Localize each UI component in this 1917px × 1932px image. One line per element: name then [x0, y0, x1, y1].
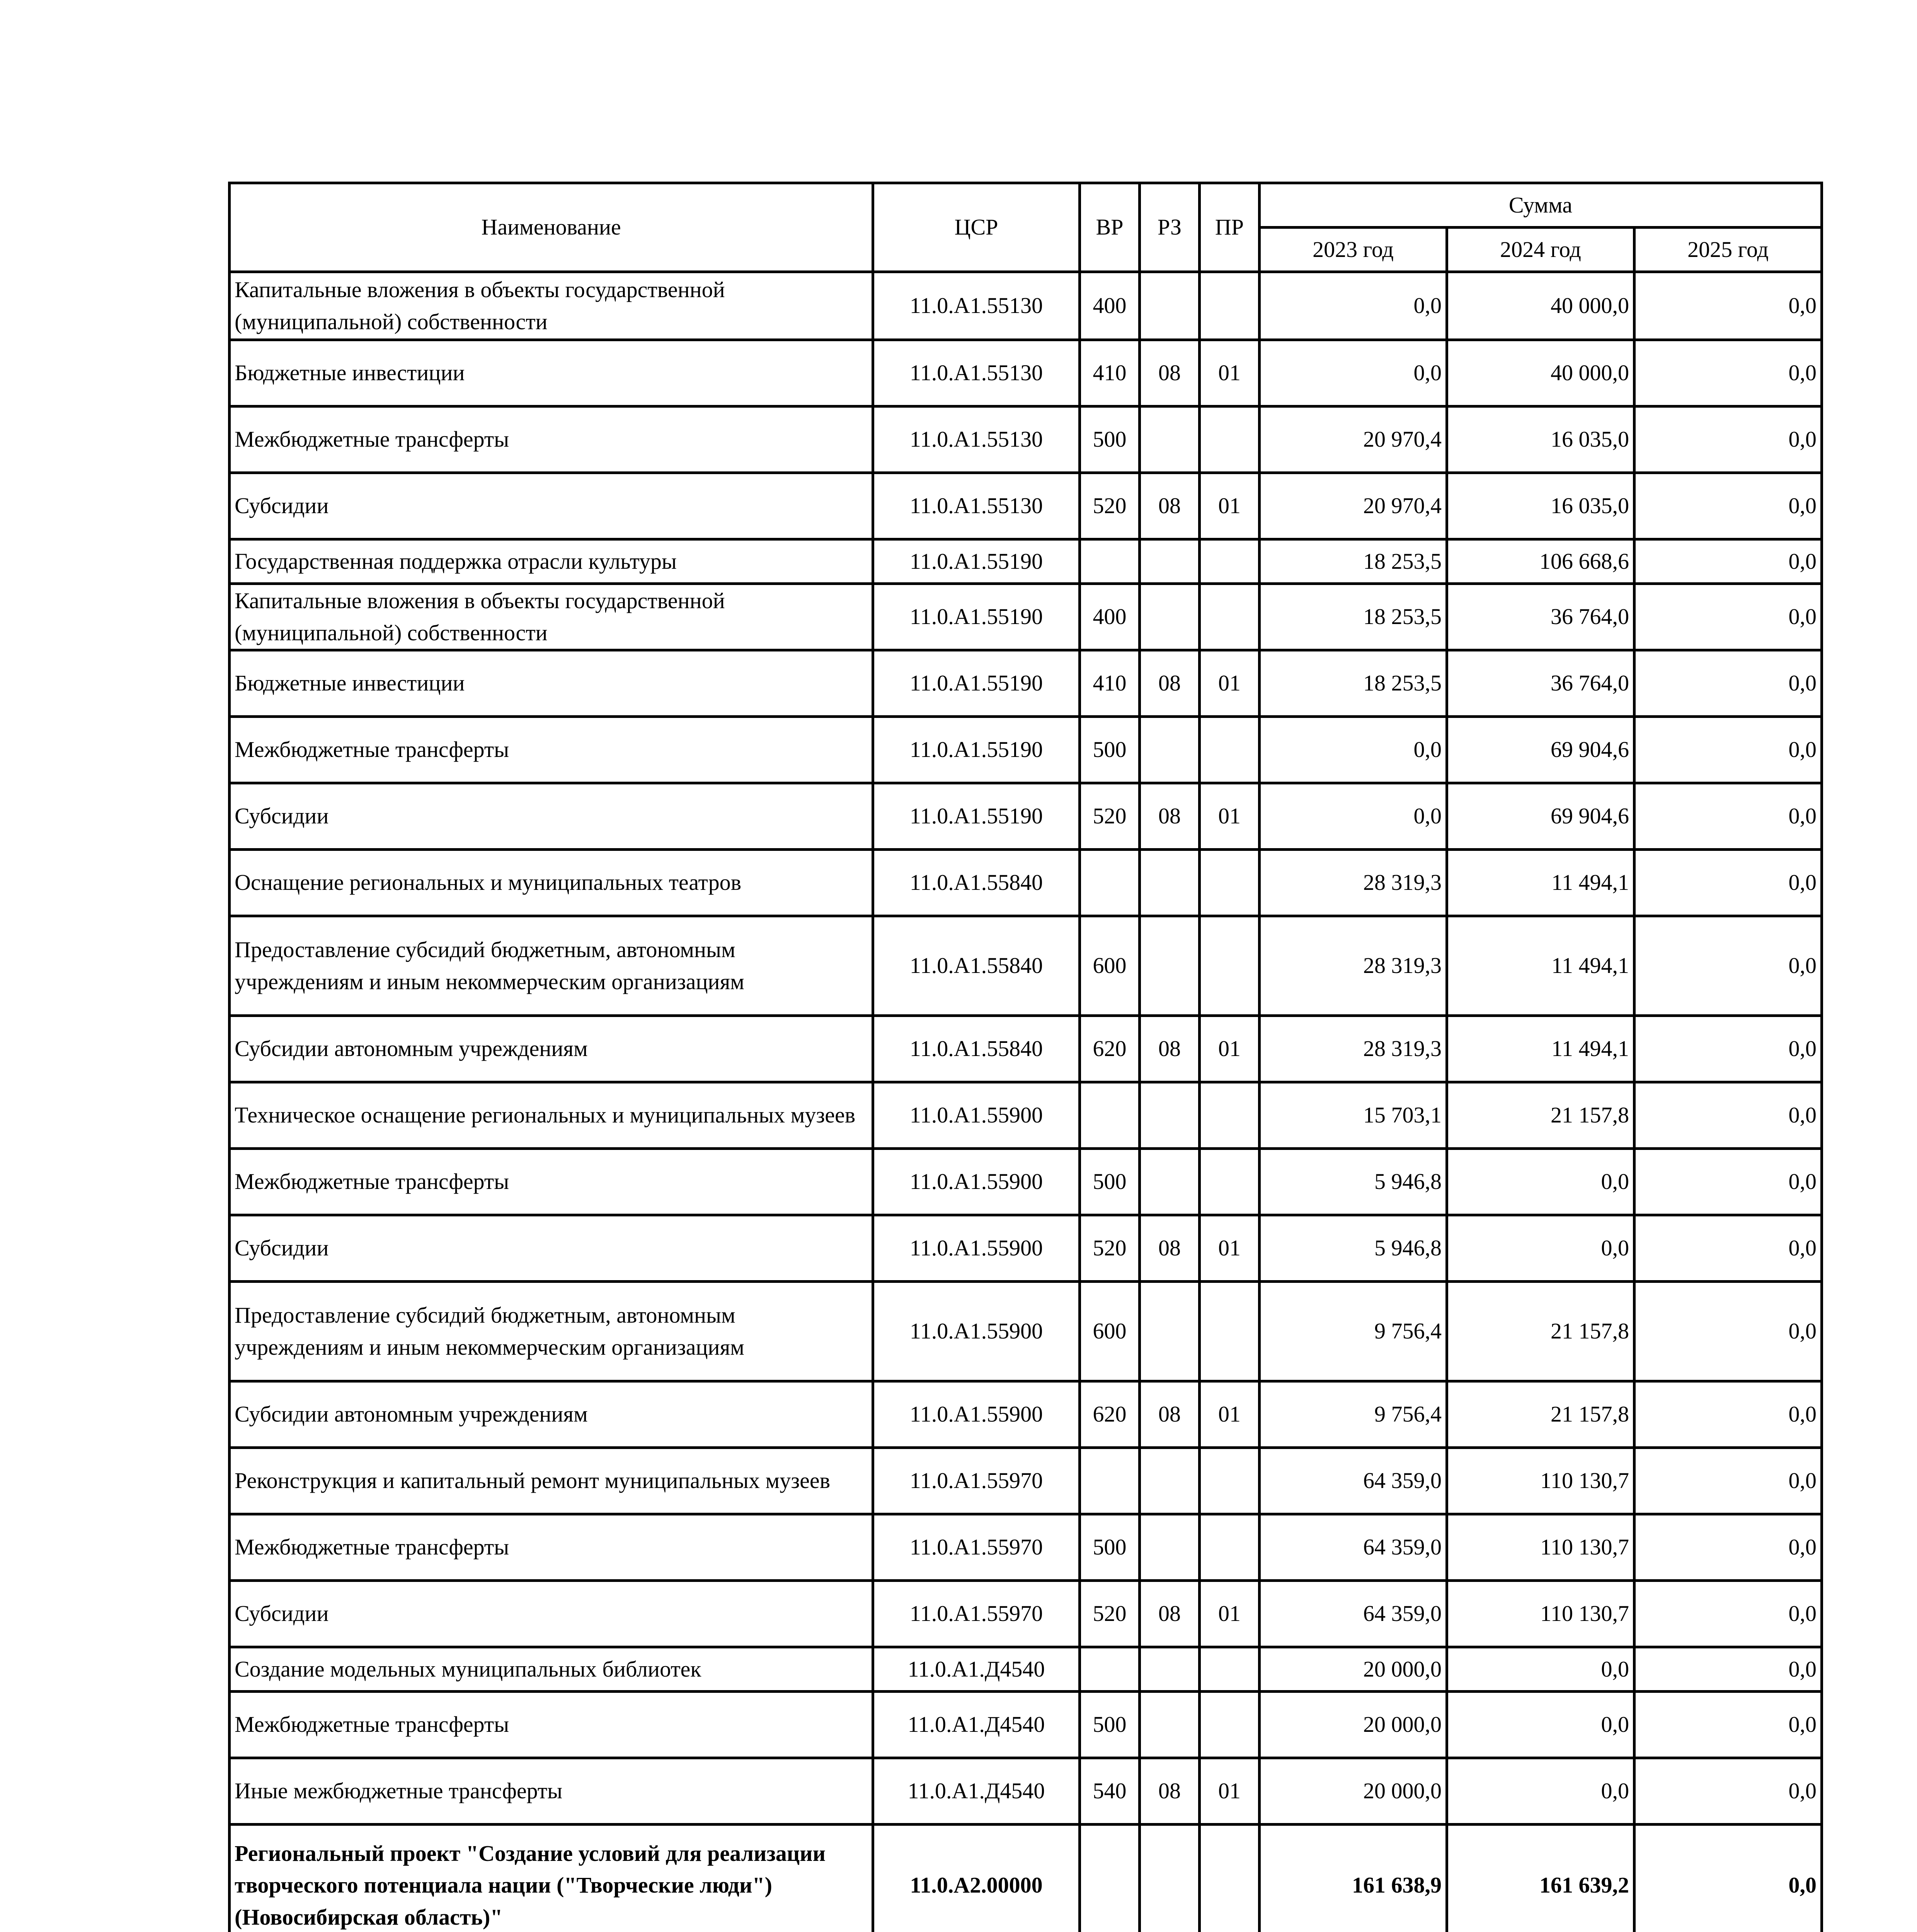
cell-2025: 0,0	[1634, 340, 1822, 406]
cell-2024: 21 157,8	[1447, 1082, 1634, 1149]
header-year-2023: 2023 год	[1260, 228, 1447, 272]
cell-2025: 0,0	[1634, 1149, 1822, 1215]
cell-2023: 5 946,8	[1260, 1215, 1447, 1282]
cell-2023: 15 703,1	[1260, 1082, 1447, 1149]
cell-2025: 0,0	[1634, 584, 1822, 650]
cell-2024: 21 157,8	[1447, 1381, 1634, 1448]
cell-vr	[1080, 1825, 1140, 1932]
cell-pr: 01	[1200, 783, 1260, 850]
cell-2023: 64 359,0	[1260, 1514, 1447, 1581]
cell-2023: 9 756,4	[1260, 1282, 1447, 1381]
table-row	[230, 272, 1822, 340]
cell-2025: 0,0	[1634, 272, 1822, 340]
cell-vr: 600	[1080, 1282, 1140, 1381]
cell-csr: 11.0.А1.55190	[873, 717, 1080, 783]
cell-2023: 64 359,0	[1260, 1581, 1447, 1647]
cell-name: Оснащение региональных и муниципальных театров	[230, 850, 873, 916]
table-row	[230, 717, 1822, 783]
cell-name: Межбюджетные трансферты	[230, 1149, 873, 1215]
cell-csr: 11.0.А1.55130	[873, 272, 1080, 340]
cell-2024: 161 639,2	[1447, 1825, 1634, 1932]
cell-2023: 20 000,0	[1260, 1692, 1447, 1758]
cell-name: Региональный проект "Создание условий для реализации творческого потенциала нации ("Творческие люди") (Новосибирская область)"	[230, 1825, 873, 1932]
cell-csr: 11.0.А1.55970	[873, 1514, 1080, 1581]
cell-rz	[1140, 1514, 1200, 1581]
cell-rz	[1140, 1082, 1200, 1149]
cell-2025: 0,0	[1634, 1016, 1822, 1082]
cell-pr	[1200, 850, 1260, 916]
cell-name: Капитальные вложения в объекты государственной (муниципальной) собственности	[230, 272, 873, 340]
cell-rz: 08	[1140, 1758, 1200, 1825]
cell-rz	[1140, 1692, 1200, 1758]
cell-name: Субсидии автономным учреждениям	[230, 1381, 873, 1448]
cell-2023: 18 253,5	[1260, 650, 1447, 717]
cell-2023: 20 970,4	[1260, 473, 1447, 539]
cell-2024: 110 130,7	[1447, 1514, 1634, 1581]
cell-vr	[1080, 1448, 1140, 1514]
cell-2023: 28 319,3	[1260, 916, 1447, 1016]
table-row	[230, 473, 1822, 539]
cell-csr: 11.0.А1.55900	[873, 1149, 1080, 1215]
cell-2024: 0,0	[1447, 1215, 1634, 1282]
cell-csr: 11.0.А1.55190	[873, 783, 1080, 850]
cell-pr	[1200, 1692, 1260, 1758]
table-row	[230, 1282, 1822, 1381]
cell-rz	[1140, 1825, 1200, 1932]
cell-csr: 11.0.А2.00000	[873, 1825, 1080, 1932]
cell-vr: 500	[1080, 1149, 1140, 1215]
table-row	[230, 1215, 1822, 1282]
cell-2023: 0,0	[1260, 272, 1447, 340]
cell-csr: 11.0.А1.55900	[873, 1282, 1080, 1381]
table-row	[230, 1448, 1822, 1514]
cell-2024: 0,0	[1447, 1149, 1634, 1215]
cell-pr	[1200, 584, 1260, 650]
cell-2023: 18 253,5	[1260, 584, 1447, 650]
cell-pr: 01	[1200, 1215, 1260, 1282]
cell-2025: 0,0	[1634, 473, 1822, 539]
cell-csr: 11.0.А1.55190	[873, 584, 1080, 650]
cell-rz	[1140, 584, 1200, 650]
table-row	[230, 1647, 1822, 1692]
cell-rz	[1140, 539, 1200, 584]
cell-rz	[1140, 916, 1200, 1016]
cell-2024: 40 000,0	[1447, 272, 1634, 340]
cell-2023: 20 970,4	[1260, 406, 1447, 473]
cell-2023: 0,0	[1260, 717, 1447, 783]
cell-2025: 0,0	[1634, 650, 1822, 717]
cell-rz: 08	[1140, 1016, 1200, 1082]
cell-2024: 106 668,6	[1447, 539, 1634, 584]
cell-2025: 0,0	[1634, 850, 1822, 916]
cell-name: Создание модельных муниципальных библиотек	[230, 1647, 873, 1692]
cell-name: Иные межбюджетные трансферты	[230, 1758, 873, 1825]
cell-pr	[1200, 272, 1260, 340]
cell-2025: 0,0	[1634, 1215, 1822, 1282]
cell-2025: 0,0	[1634, 1581, 1822, 1647]
cell-vr	[1080, 539, 1140, 584]
table-row	[230, 1692, 1822, 1758]
table-row	[230, 850, 1822, 916]
cell-csr: 11.0.А1.55900	[873, 1215, 1080, 1282]
table-row	[230, 1825, 1822, 1932]
cell-name: Межбюджетные трансферты	[230, 1692, 873, 1758]
cell-vr: 500	[1080, 1514, 1140, 1581]
cell-csr: 11.0.А1.Д4540	[873, 1692, 1080, 1758]
cell-pr	[1200, 717, 1260, 783]
cell-rz: 08	[1140, 473, 1200, 539]
cell-2024: 36 764,0	[1447, 584, 1634, 650]
cell-rz	[1140, 717, 1200, 783]
cell-name: Субсидии	[230, 1581, 873, 1647]
cell-pr: 01	[1200, 1581, 1260, 1647]
cell-pr	[1200, 1282, 1260, 1381]
cell-2025: 0,0	[1634, 1514, 1822, 1581]
table-row	[230, 539, 1822, 584]
cell-2024: 11 494,1	[1447, 850, 1634, 916]
cell-vr: 540	[1080, 1758, 1140, 1825]
cell-2023: 18 253,5	[1260, 539, 1447, 584]
cell-pr: 01	[1200, 1016, 1260, 1082]
cell-2023: 64 359,0	[1260, 1448, 1447, 1514]
cell-2025: 0,0	[1634, 1692, 1822, 1758]
cell-name: Субсидии автономным учреждениям	[230, 1016, 873, 1082]
cell-2024: 21 157,8	[1447, 1282, 1634, 1381]
table-row	[230, 1149, 1822, 1215]
cell-rz: 08	[1140, 783, 1200, 850]
cell-2024: 0,0	[1447, 1692, 1634, 1758]
cell-csr: 11.0.А1.55840	[873, 916, 1080, 1016]
cell-csr: 11.0.А1.55130	[873, 406, 1080, 473]
cell-2024: 110 130,7	[1447, 1448, 1634, 1514]
cell-csr: 11.0.А1.55900	[873, 1381, 1080, 1448]
cell-2025: 0,0	[1634, 1282, 1822, 1381]
cell-rz: 08	[1140, 1581, 1200, 1647]
cell-pr	[1200, 1082, 1260, 1149]
table-row	[230, 650, 1822, 717]
header-row	[230, 183, 1822, 228]
cell-2025: 0,0	[1634, 916, 1822, 1016]
cell-csr: 11.0.А1.55970	[873, 1448, 1080, 1514]
cell-2024: 40 000,0	[1447, 340, 1634, 406]
cell-vr: 400	[1080, 584, 1140, 650]
header-year-2025: 2025 год	[1634, 228, 1822, 272]
cell-vr	[1080, 1647, 1140, 1692]
cell-name: Бюджетные инвестиции	[230, 340, 873, 406]
table-row	[230, 584, 1822, 650]
cell-rz: 08	[1140, 650, 1200, 717]
header-rz: РЗ	[1140, 183, 1200, 272]
cell-name: Межбюджетные трансферты	[230, 1514, 873, 1581]
cell-vr: 500	[1080, 406, 1140, 473]
cell-2025: 0,0	[1634, 1448, 1822, 1514]
cell-pr	[1200, 539, 1260, 584]
cell-2024: 16 035,0	[1447, 406, 1634, 473]
cell-2024: 0,0	[1447, 1758, 1634, 1825]
cell-csr: 11.0.А1.55190	[873, 650, 1080, 717]
cell-vr: 600	[1080, 916, 1140, 1016]
cell-pr	[1200, 1825, 1260, 1932]
cell-rz	[1140, 850, 1200, 916]
table-row	[230, 783, 1822, 850]
cell-name: Межбюджетные трансферты	[230, 406, 873, 473]
cell-vr: 500	[1080, 717, 1140, 783]
cell-vr: 520	[1080, 1581, 1140, 1647]
cell-vr: 620	[1080, 1016, 1140, 1082]
cell-name: Реконструкция и капитальный ремонт муниципальных музеев	[230, 1448, 873, 1514]
cell-csr: 11.0.А1.Д4540	[873, 1647, 1080, 1692]
table-row	[230, 1581, 1822, 1647]
cell-rz	[1140, 1448, 1200, 1514]
cell-2025: 0,0	[1634, 1758, 1822, 1825]
cell-2024: 110 130,7	[1447, 1581, 1634, 1647]
cell-2023: 0,0	[1260, 340, 1447, 406]
cell-rz	[1140, 1149, 1200, 1215]
cell-name: Предоставление субсидий бюджетным, автономным учреждениям и иным некоммерческим организациям	[230, 916, 873, 1016]
table-row	[230, 916, 1822, 1016]
cell-name: Межбюджетные трансферты	[230, 717, 873, 783]
cell-pr: 01	[1200, 340, 1260, 406]
cell-rz: 08	[1140, 1215, 1200, 1282]
cell-name: Техническое оснащение региональных и муниципальных музеев	[230, 1082, 873, 1149]
cell-2024: 69 904,6	[1447, 717, 1634, 783]
budget-table	[228, 182, 1823, 1932]
cell-2023: 28 319,3	[1260, 1016, 1447, 1082]
table-row	[230, 1082, 1822, 1149]
table-row	[230, 340, 1822, 406]
cell-csr: 11.0.А1.55840	[873, 1016, 1080, 1082]
cell-2024: 11 494,1	[1447, 916, 1634, 1016]
cell-vr: 520	[1080, 473, 1140, 539]
cell-vr: 410	[1080, 650, 1140, 717]
cell-vr: 410	[1080, 340, 1140, 406]
cell-2024: 36 764,0	[1447, 650, 1634, 717]
table-row	[230, 406, 1822, 473]
header-pr: ПР	[1200, 183, 1260, 272]
cell-2023: 28 319,3	[1260, 850, 1447, 916]
cell-name: Предоставление субсидий бюджетным, автономным учреждениям и иным некоммерческим организациям	[230, 1282, 873, 1381]
cell-2025: 0,0	[1634, 1647, 1822, 1692]
cell-2025: 0,0	[1634, 1082, 1822, 1149]
header-vr: ВР	[1080, 183, 1140, 272]
header-sum: Сумма	[1260, 183, 1822, 228]
cell-pr	[1200, 1647, 1260, 1692]
cell-pr	[1200, 1514, 1260, 1581]
cell-csr: 11.0.А1.55900	[873, 1082, 1080, 1149]
table-row	[230, 1758, 1822, 1825]
cell-2025: 0,0	[1634, 783, 1822, 850]
cell-vr: 400	[1080, 272, 1140, 340]
cell-rz	[1140, 1647, 1200, 1692]
cell-2025: 0,0	[1634, 406, 1822, 473]
cell-vr	[1080, 1082, 1140, 1149]
cell-csr: 11.0.А1.Д4540	[873, 1758, 1080, 1825]
header-name: Наименование	[230, 183, 873, 272]
cell-2023: 9 756,4	[1260, 1381, 1447, 1448]
cell-2024: 16 035,0	[1447, 473, 1634, 539]
cell-rz	[1140, 1282, 1200, 1381]
cell-2024: 0,0	[1447, 1647, 1634, 1692]
table-row	[230, 1016, 1822, 1082]
header-csr: ЦСР	[873, 183, 1080, 272]
cell-rz: 08	[1140, 1381, 1200, 1448]
cell-rz	[1140, 272, 1200, 340]
cell-vr	[1080, 850, 1140, 916]
cell-rz: 08	[1140, 340, 1200, 406]
cell-pr: 01	[1200, 473, 1260, 539]
cell-2023: 20 000,0	[1260, 1647, 1447, 1692]
cell-name: Капитальные вложения в объекты государственной (муниципальной) собственности	[230, 584, 873, 650]
cell-rz	[1140, 406, 1200, 473]
cell-pr: 01	[1200, 1381, 1260, 1448]
cell-pr: 01	[1200, 1758, 1260, 1825]
cell-csr: 11.0.А1.55190	[873, 539, 1080, 584]
cell-csr: 11.0.А1.55130	[873, 340, 1080, 406]
cell-2023: 161 638,9	[1260, 1825, 1447, 1932]
cell-csr: 11.0.А1.55130	[873, 473, 1080, 539]
cell-2024: 69 904,6	[1447, 783, 1634, 850]
cell-pr	[1200, 1149, 1260, 1215]
cell-2025: 0,0	[1634, 1381, 1822, 1448]
cell-name: Субсидии	[230, 783, 873, 850]
cell-csr: 11.0.А1.55840	[873, 850, 1080, 916]
cell-vr: 500	[1080, 1692, 1140, 1758]
cell-2025: 0,0	[1634, 539, 1822, 584]
cell-name: Субсидии	[230, 1215, 873, 1282]
cell-2023: 5 946,8	[1260, 1149, 1447, 1215]
cell-pr	[1200, 916, 1260, 1016]
cell-pr	[1200, 406, 1260, 473]
table-row	[230, 1514, 1822, 1581]
cell-pr: 01	[1200, 650, 1260, 717]
cell-name: Государственная поддержка отрасли культуры	[230, 539, 873, 584]
cell-vr: 520	[1080, 1215, 1140, 1282]
cell-name: Субсидии	[230, 473, 873, 539]
table-row	[230, 1381, 1822, 1448]
cell-2023: 0,0	[1260, 783, 1447, 850]
cell-2023: 20 000,0	[1260, 1758, 1447, 1825]
cell-vr: 520	[1080, 783, 1140, 850]
table-body	[230, 272, 1822, 1932]
cell-name: Бюджетные инвестиции	[230, 650, 873, 717]
cell-csr: 11.0.А1.55970	[873, 1581, 1080, 1647]
cell-2025: 0,0	[1634, 717, 1822, 783]
cell-2024: 11 494,1	[1447, 1016, 1634, 1082]
cell-vr: 620	[1080, 1381, 1140, 1448]
header-year-2024: 2024 год	[1447, 228, 1634, 272]
cell-pr	[1200, 1448, 1260, 1514]
cell-2025: 0,0	[1634, 1825, 1822, 1932]
